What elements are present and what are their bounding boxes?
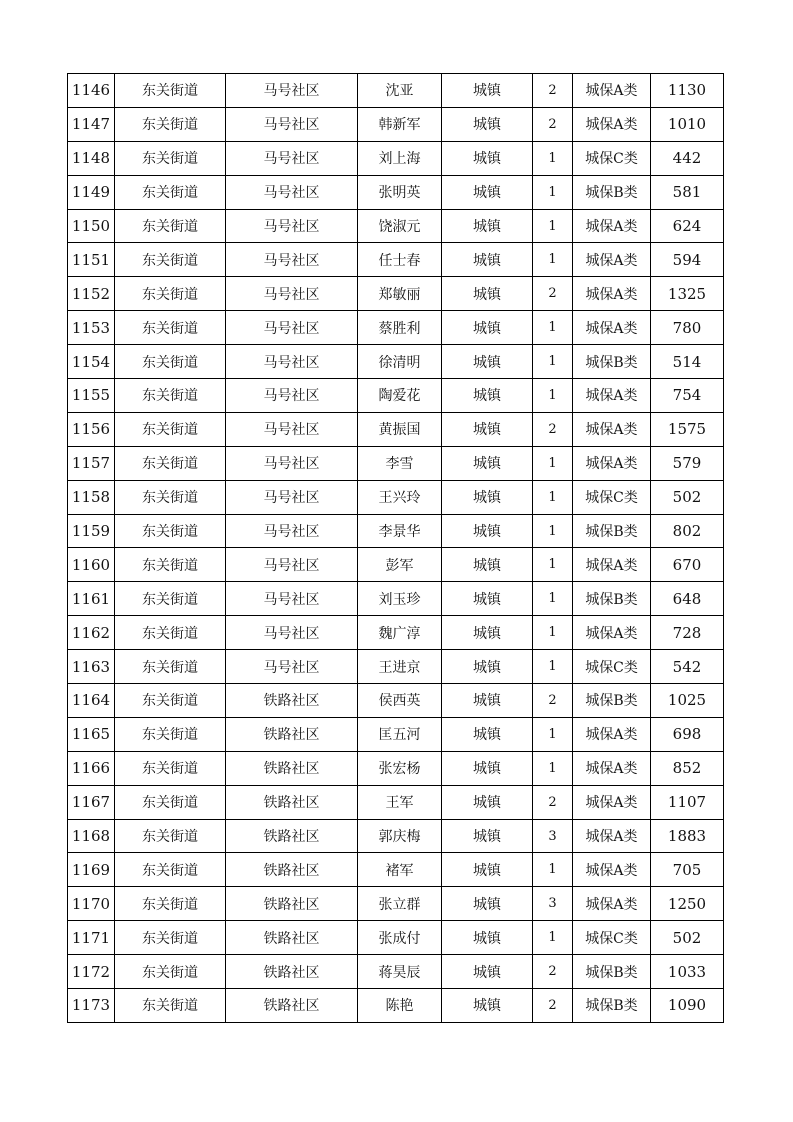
street-cell: 东关街道 — [115, 955, 226, 989]
category-cell: 城保A类 — [573, 785, 651, 819]
community-cell: 铁路社区 — [226, 955, 358, 989]
household-type-cell: 城镇 — [442, 379, 533, 413]
name-cell: 蔡胜利 — [358, 311, 442, 345]
name-cell: 侯西英 — [358, 684, 442, 718]
community-cell: 马号社区 — [226, 514, 358, 548]
serial-number-cell: 1162 — [68, 616, 115, 650]
table-row — [68, 107, 724, 141]
person-count-cell: 1 — [533, 141, 573, 175]
serial-number-cell: 1168 — [68, 819, 115, 853]
serial-number-cell: 1163 — [68, 650, 115, 684]
name-cell: 陶爱花 — [358, 379, 442, 413]
category-cell: 城保C类 — [573, 480, 651, 514]
amount-cell: 514 — [651, 345, 724, 379]
community-cell: 马号社区 — [226, 480, 358, 514]
name-cell: 黄振国 — [358, 412, 442, 446]
category-cell: 城保B类 — [573, 514, 651, 548]
amount-cell: 670 — [651, 548, 724, 582]
person-count-cell: 2 — [533, 684, 573, 718]
person-count-cell: 3 — [533, 887, 573, 921]
household-type-cell: 城镇 — [442, 785, 533, 819]
serial-number-cell: 1156 — [68, 412, 115, 446]
amount-cell: 1107 — [651, 785, 724, 819]
table-row — [68, 921, 724, 955]
household-type-cell: 城镇 — [442, 209, 533, 243]
street-cell: 东关街道 — [115, 412, 226, 446]
household-type-cell: 城镇 — [442, 480, 533, 514]
household-type-cell: 城镇 — [442, 107, 533, 141]
table-row — [68, 345, 724, 379]
street-cell: 东关街道 — [115, 345, 226, 379]
amount-cell: 705 — [651, 853, 724, 887]
serial-number-cell: 1151 — [68, 243, 115, 277]
table-row — [68, 582, 724, 616]
name-cell: 李景华 — [358, 514, 442, 548]
name-cell: 褚军 — [358, 853, 442, 887]
community-cell: 铁路社区 — [226, 819, 358, 853]
community-cell: 马号社区 — [226, 650, 358, 684]
table-row — [68, 243, 724, 277]
category-cell: 城保A类 — [573, 887, 651, 921]
serial-number-cell: 1170 — [68, 887, 115, 921]
street-cell: 东关街道 — [115, 548, 226, 582]
person-count-cell: 2 — [533, 989, 573, 1023]
person-count-cell: 1 — [533, 446, 573, 480]
community-cell: 马号社区 — [226, 582, 358, 616]
household-type-cell: 城镇 — [442, 548, 533, 582]
household-type-cell: 城镇 — [442, 989, 533, 1023]
household-type-cell: 城镇 — [442, 717, 533, 751]
serial-number-cell: 1153 — [68, 311, 115, 345]
household-type-cell: 城镇 — [442, 345, 533, 379]
street-cell: 东关街道 — [115, 446, 226, 480]
amount-cell: 502 — [651, 921, 724, 955]
person-count-cell: 1 — [533, 175, 573, 209]
household-type-cell: 城镇 — [442, 616, 533, 650]
amount-cell: 581 — [651, 175, 724, 209]
serial-number-cell: 1166 — [68, 751, 115, 785]
table-row — [68, 548, 724, 582]
household-type-cell: 城镇 — [442, 887, 533, 921]
serial-number-cell: 1155 — [68, 379, 115, 413]
name-cell: 张成付 — [358, 921, 442, 955]
amount-cell: 1025 — [651, 684, 724, 718]
name-cell: 郭庆梅 — [358, 819, 442, 853]
community-cell: 马号社区 — [226, 277, 358, 311]
amount-cell: 1130 — [651, 74, 724, 108]
person-count-cell: 1 — [533, 311, 573, 345]
category-cell: 城保C类 — [573, 650, 651, 684]
street-cell: 东关街道 — [115, 853, 226, 887]
serial-number-cell: 1173 — [68, 989, 115, 1023]
community-cell: 铁路社区 — [226, 785, 358, 819]
name-cell: 李雪 — [358, 446, 442, 480]
amount-cell: 728 — [651, 616, 724, 650]
street-cell: 东关街道 — [115, 582, 226, 616]
street-cell: 东关街道 — [115, 785, 226, 819]
serial-number-cell: 1172 — [68, 955, 115, 989]
street-cell: 东关街道 — [115, 311, 226, 345]
community-cell: 马号社区 — [226, 379, 358, 413]
serial-number-cell: 1165 — [68, 717, 115, 751]
amount-cell: 1325 — [651, 277, 724, 311]
table-row — [68, 412, 724, 446]
household-type-cell: 城镇 — [442, 446, 533, 480]
category-cell: 城保A类 — [573, 412, 651, 446]
table-row — [68, 74, 724, 108]
community-cell: 马号社区 — [226, 446, 358, 480]
household-type-cell: 城镇 — [442, 141, 533, 175]
table-row — [68, 480, 724, 514]
person-count-cell: 1 — [533, 514, 573, 548]
table-row — [68, 751, 724, 785]
name-cell: 张立群 — [358, 887, 442, 921]
amount-cell: 852 — [651, 751, 724, 785]
community-cell: 马号社区 — [226, 311, 358, 345]
name-cell: 任士春 — [358, 243, 442, 277]
street-cell: 东关街道 — [115, 480, 226, 514]
community-cell: 马号社区 — [226, 616, 358, 650]
name-cell: 沈亚 — [358, 74, 442, 108]
person-count-cell: 2 — [533, 107, 573, 141]
amount-cell: 1883 — [651, 819, 724, 853]
recipient-table — [67, 73, 724, 1023]
table-row — [68, 616, 724, 650]
street-cell: 东关街道 — [115, 141, 226, 175]
street-cell: 东关街道 — [115, 209, 226, 243]
community-cell: 马号社区 — [226, 74, 358, 108]
person-count-cell: 1 — [533, 379, 573, 413]
name-cell: 王军 — [358, 785, 442, 819]
name-cell: 张宏杨 — [358, 751, 442, 785]
street-cell: 东关街道 — [115, 921, 226, 955]
amount-cell: 1010 — [651, 107, 724, 141]
category-cell: 城保B类 — [573, 345, 651, 379]
category-cell: 城保C类 — [573, 921, 651, 955]
table-row — [68, 717, 724, 751]
person-count-cell: 1 — [533, 616, 573, 650]
household-type-cell: 城镇 — [442, 853, 533, 887]
name-cell: 蒋昊辰 — [358, 955, 442, 989]
person-count-cell: 2 — [533, 277, 573, 311]
street-cell: 东关街道 — [115, 175, 226, 209]
category-cell: 城保B类 — [573, 989, 651, 1023]
name-cell: 王兴玲 — [358, 480, 442, 514]
amount-cell: 442 — [651, 141, 724, 175]
name-cell: 郑敏丽 — [358, 277, 442, 311]
street-cell: 东关街道 — [115, 74, 226, 108]
street-cell: 东关街道 — [115, 107, 226, 141]
table-row — [68, 684, 724, 718]
serial-number-cell: 1149 — [68, 175, 115, 209]
person-count-cell: 1 — [533, 582, 573, 616]
household-type-cell: 城镇 — [442, 921, 533, 955]
street-cell: 东关街道 — [115, 684, 226, 718]
community-cell: 铁路社区 — [226, 921, 358, 955]
serial-number-cell: 1159 — [68, 514, 115, 548]
person-count-cell: 1 — [533, 480, 573, 514]
person-count-cell: 1 — [533, 209, 573, 243]
table-row — [68, 141, 724, 175]
serial-number-cell: 1161 — [68, 582, 115, 616]
category-cell: 城保A类 — [573, 853, 651, 887]
serial-number-cell: 1150 — [68, 209, 115, 243]
street-cell: 东关街道 — [115, 514, 226, 548]
street-cell: 东关街道 — [115, 887, 226, 921]
household-type-cell: 城镇 — [442, 412, 533, 446]
table-row — [68, 989, 724, 1023]
amount-cell: 502 — [651, 480, 724, 514]
category-cell: 城保A类 — [573, 616, 651, 650]
household-type-cell: 城镇 — [442, 751, 533, 785]
serial-number-cell: 1148 — [68, 141, 115, 175]
amount-cell: 1033 — [651, 955, 724, 989]
street-cell: 东关街道 — [115, 277, 226, 311]
community-cell: 铁路社区 — [226, 989, 358, 1023]
serial-number-cell: 1164 — [68, 684, 115, 718]
name-cell: 刘玉珍 — [358, 582, 442, 616]
person-count-cell: 1 — [533, 853, 573, 887]
person-count-cell: 1 — [533, 548, 573, 582]
serial-number-cell: 1154 — [68, 345, 115, 379]
person-count-cell: 2 — [533, 74, 573, 108]
serial-number-cell: 1160 — [68, 548, 115, 582]
street-cell: 东关街道 — [115, 819, 226, 853]
person-count-cell: 1 — [533, 717, 573, 751]
amount-cell: 1090 — [651, 989, 724, 1023]
amount-cell: 802 — [651, 514, 724, 548]
category-cell: 城保B类 — [573, 955, 651, 989]
community-cell: 马号社区 — [226, 107, 358, 141]
household-type-cell: 城镇 — [442, 277, 533, 311]
street-cell: 东关街道 — [115, 243, 226, 277]
table-row — [68, 887, 724, 921]
person-count-cell: 2 — [533, 955, 573, 989]
household-type-cell: 城镇 — [442, 650, 533, 684]
street-cell: 东关街道 — [115, 751, 226, 785]
category-cell: 城保A类 — [573, 107, 651, 141]
serial-number-cell: 1169 — [68, 853, 115, 887]
table-row — [68, 819, 724, 853]
table-row — [68, 311, 724, 345]
category-cell: 城保A类 — [573, 74, 651, 108]
amount-cell: 542 — [651, 650, 724, 684]
table-row — [68, 379, 724, 413]
amount-cell: 1575 — [651, 412, 724, 446]
name-cell: 匡五河 — [358, 717, 442, 751]
table-row — [68, 514, 724, 548]
table-row — [68, 650, 724, 684]
category-cell: 城保A类 — [573, 277, 651, 311]
person-count-cell: 1 — [533, 921, 573, 955]
category-cell: 城保A类 — [573, 751, 651, 785]
community-cell: 马号社区 — [226, 345, 358, 379]
community-cell: 铁路社区 — [226, 717, 358, 751]
community-cell: 铁路社区 — [226, 887, 358, 921]
community-cell: 马号社区 — [226, 141, 358, 175]
person-count-cell: 2 — [533, 412, 573, 446]
person-count-cell: 3 — [533, 819, 573, 853]
category-cell: 城保A类 — [573, 311, 651, 345]
community-cell: 铁路社区 — [226, 853, 358, 887]
table-row — [68, 175, 724, 209]
person-count-cell: 1 — [533, 345, 573, 379]
amount-cell: 648 — [651, 582, 724, 616]
community-cell: 马号社区 — [226, 548, 358, 582]
table-row — [68, 277, 724, 311]
table-row — [68, 955, 724, 989]
household-type-cell: 城镇 — [442, 514, 533, 548]
amount-cell: 780 — [651, 311, 724, 345]
category-cell: 城保A类 — [573, 717, 651, 751]
serial-number-cell: 1171 — [68, 921, 115, 955]
name-cell: 魏广淳 — [358, 616, 442, 650]
name-cell: 韩新军 — [358, 107, 442, 141]
table-body — [68, 74, 724, 1023]
household-type-cell: 城镇 — [442, 243, 533, 277]
name-cell: 刘上海 — [358, 141, 442, 175]
category-cell: 城保B类 — [573, 684, 651, 718]
amount-cell: 594 — [651, 243, 724, 277]
community-cell: 马号社区 — [226, 412, 358, 446]
serial-number-cell: 1158 — [68, 480, 115, 514]
name-cell: 饶淑元 — [358, 209, 442, 243]
serial-number-cell: 1147 — [68, 107, 115, 141]
person-count-cell: 1 — [533, 751, 573, 785]
category-cell: 城保B类 — [573, 175, 651, 209]
serial-number-cell: 1146 — [68, 74, 115, 108]
community-cell: 马号社区 — [226, 243, 358, 277]
table-row — [68, 785, 724, 819]
amount-cell: 754 — [651, 379, 724, 413]
name-cell: 徐清明 — [358, 345, 442, 379]
street-cell: 东关街道 — [115, 616, 226, 650]
table-row — [68, 209, 724, 243]
street-cell: 东关街道 — [115, 650, 226, 684]
street-cell: 东关街道 — [115, 379, 226, 413]
community-cell: 铁路社区 — [226, 684, 358, 718]
category-cell: 城保C类 — [573, 141, 651, 175]
person-count-cell: 1 — [533, 650, 573, 684]
household-type-cell: 城镇 — [442, 74, 533, 108]
category-cell: 城保A类 — [573, 209, 651, 243]
amount-cell: 579 — [651, 446, 724, 480]
household-type-cell: 城镇 — [442, 175, 533, 209]
table-row — [68, 853, 724, 887]
community-cell: 马号社区 — [226, 175, 358, 209]
community-cell: 马号社区 — [226, 209, 358, 243]
street-cell: 东关街道 — [115, 717, 226, 751]
category-cell: 城保A类 — [573, 548, 651, 582]
category-cell: 城保A类 — [573, 819, 651, 853]
serial-number-cell: 1167 — [68, 785, 115, 819]
category-cell: 城保A类 — [573, 446, 651, 480]
name-cell: 陈艳 — [358, 989, 442, 1023]
household-type-cell: 城镇 — [442, 819, 533, 853]
category-cell: 城保A类 — [573, 243, 651, 277]
community-cell: 铁路社区 — [226, 751, 358, 785]
name-cell: 张明英 — [358, 175, 442, 209]
household-type-cell: 城镇 — [442, 311, 533, 345]
amount-cell: 698 — [651, 717, 724, 751]
amount-cell: 1250 — [651, 887, 724, 921]
street-cell: 东关街道 — [115, 989, 226, 1023]
household-type-cell: 城镇 — [442, 955, 533, 989]
name-cell: 王进京 — [358, 650, 442, 684]
category-cell: 城保B类 — [573, 582, 651, 616]
household-type-cell: 城镇 — [442, 582, 533, 616]
person-count-cell: 1 — [533, 243, 573, 277]
serial-number-cell: 1152 — [68, 277, 115, 311]
table-row — [68, 446, 724, 480]
person-count-cell: 2 — [533, 785, 573, 819]
serial-number-cell: 1157 — [68, 446, 115, 480]
category-cell: 城保A类 — [573, 379, 651, 413]
amount-cell: 624 — [651, 209, 724, 243]
name-cell: 彭军 — [358, 548, 442, 582]
household-type-cell: 城镇 — [442, 684, 533, 718]
